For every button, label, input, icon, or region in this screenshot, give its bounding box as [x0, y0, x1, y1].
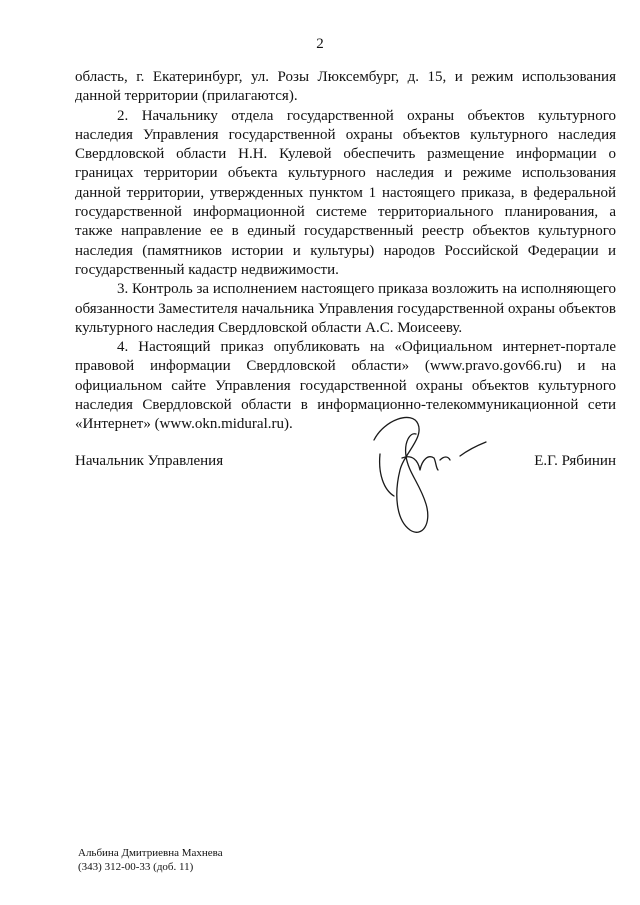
contact-phone: (343) 312-00-33 (доб. 11) — [78, 861, 194, 873]
paragraph-item-4: 4. Настоящий приказ опубликовать на «Официальном интернет-портале правовой информации Свердловской области» (www.pravo.gov66.ru) и на официальном сайте Управления государственной охраны объектов культурного наследия Свердловской области в информационно-телекоммуникационной сети «Интернет» (www.okn.midural.ru). — [75, 339, 616, 433]
paragraph-item-3: 3. Контроль за исполнением настоящего приказа возложить на исполняющего обязанности Заместителя начальника Управления государственной охраны объектов культурного наследия Свердловской области А.С. Моисееву. — [75, 281, 616, 336]
contact-info — [78, 846, 223, 874]
signatory-title: Начальник Управления — [75, 453, 224, 469]
contact-name: Альбина Дмитриевна Махнева — [78, 847, 223, 859]
signatory-name: Е.Г. Рябинин — [534, 453, 616, 469]
paragraph-continuation: область, г. Екатеринбург, ул. Розы Люксембург, д. 15, и режим использования данной территории (прилагаются). — [75, 69, 616, 105]
page-number: 2 — [316, 36, 324, 52]
paragraph-item-2: 2. Начальнику отдела государственной охраны объектов культурного наследия Управления государственной охраны объектов культурного наследия Свердловской области Н.Н. Кулевой обеспечить размещение информации о границах территории объекта культурного наследия и режиме использования данной территории, утвержденных пунктом 1 настоящего приказа, в федеральной государственной информационной системе территориального планирования, а также направление ее в единый государственный реестр объектов культурного наследия (памятников истории и культуры) народов Российской Федерации и государственный кадастр недвижимости. — [75, 107, 616, 278]
document-body — [75, 68, 616, 435]
handwritten-signature — [360, 398, 490, 538]
signature-block — [75, 453, 616, 473]
